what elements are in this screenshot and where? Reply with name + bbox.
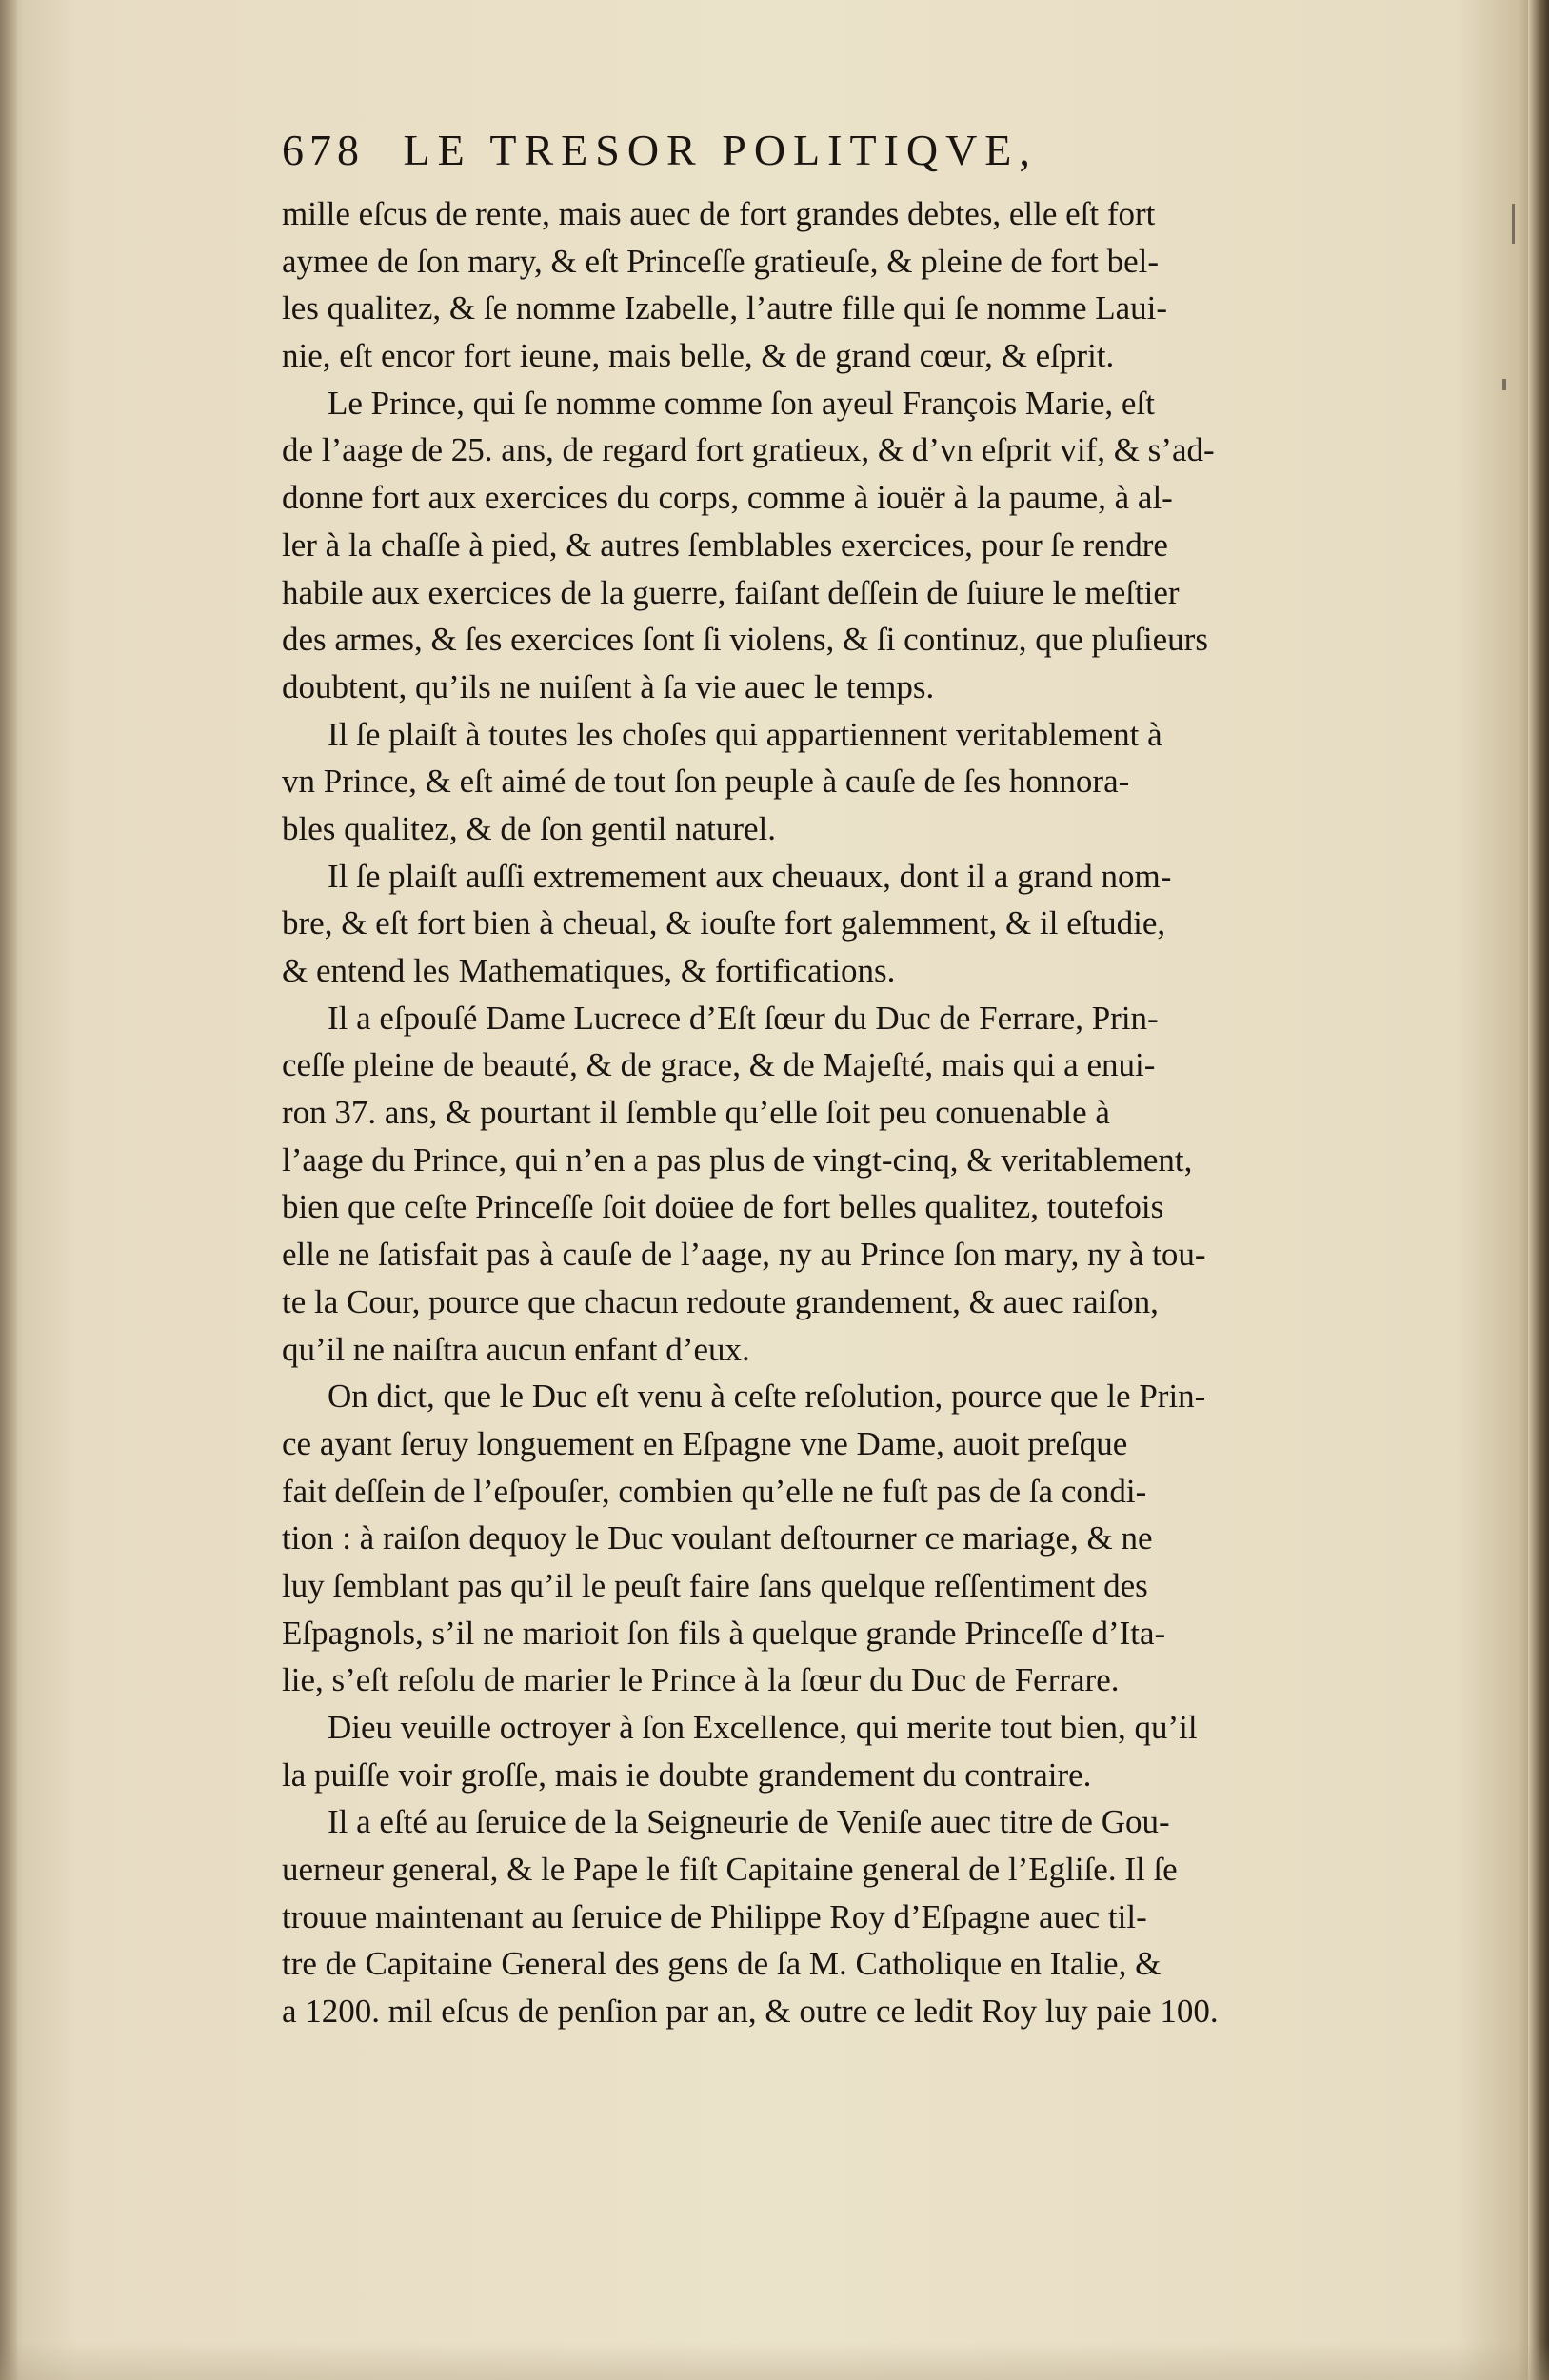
text-line-35: Il a eſté au ſeruice de la Seigneurie de Veniſe auec titre de Gou-: [328, 1803, 1170, 1841]
text-line-29: tion : à raiſon dequoy le Duc voulant deſtourner ce mariage, & ne: [282, 1519, 1153, 1557]
book-gutter-shadow-icon: [1528, 0, 1549, 2380]
text-line-9: habile aux exercices de la guerre, faiſant deſſein de ſuiure le meſtier: [282, 573, 1180, 611]
text-line-24: te la Cour, pource que chacun redoute grandement, & auec raiſon,: [282, 1282, 1159, 1320]
page-number: 678: [282, 126, 365, 174]
running-head: [282, 122, 1281, 179]
text-line-37: trouue maintenant au ſeruice de Philippe Roy d’Eſpagne auec til-: [282, 1897, 1147, 1935]
text-line-5: Le Prince, qui ſe nomme comme ſon ayeul François Marie, eſt: [328, 384, 1155, 422]
text-line-23: elle ne ſatisfait pas à cauſe de l’aage, ny au Prince ſon mary, ny à tou-: [282, 1236, 1206, 1274]
text-line-22: bien que ceſte Princeſſe ſoit doüee de fort belles qualitez, toutefois: [282, 1188, 1164, 1226]
text-line-18: Il a eſpouſé Dame Lucrece d’Eſt ſœur du Duc de Ferrare, Prin-: [328, 999, 1159, 1037]
text-line-38: tre de Capitaine General des gens de ſa M. Catholique en Italie, &: [282, 1945, 1162, 1983]
page-bottom-shadow: [0, 2342, 1549, 2380]
text-line-31: Eſpagnols, s’il ne marioit ſon fils à quelque grande Princeſſe d’Ita-: [282, 1614, 1166, 1652]
text-line-13: vn Prince, & eſt aimé de tout ſon peuple à cauſe de ſes honnora-: [282, 763, 1130, 801]
text-line-25: qu’il ne naiſtra aucun enfant d’eux.: [282, 1330, 750, 1368]
text-line-6: de l’aage de 25. ans, de regard fort gratieux, & d’vn eſprit vif, & s’ad-: [282, 431, 1215, 469]
text-line-30: luy ſemblant pas qu’il le peuſt faire ſans quelque reſſentiment des: [282, 1566, 1148, 1604]
text-line-32: lie, s’eſt reſolu de marier le Prince à la ſœur du Duc de Ferrare.: [282, 1661, 1120, 1699]
text-line-17: & entend les Mathematiques, & fortifications.: [282, 952, 896, 989]
text-line-34: la puiſſe voir groſſe, mais ie doubte grandement du contraire.: [282, 1755, 1092, 1794]
running-title: LE TRESOR POLITIQVE,: [403, 126, 1038, 174]
text-line-39: a 1200. mil eſcus de penſion par an, & outre ce ledit Roy luy paie 100.: [282, 1993, 1219, 2031]
text-line-4: nie, eſt encor fort ieune, mais belle, & de grand cœur, & eſprit.: [282, 337, 1115, 375]
text-line-10: des armes, & ſes exercices ſont ſi violens, & ſi continuz, que pluſieurs: [282, 621, 1208, 659]
text-line-14: bles qualitez, & de ſon gentil naturel.: [282, 809, 777, 847]
text-line-20: ron 37. ans, & pourtant il ſemble qu’elle ſoit peu conuenable à: [282, 1094, 1110, 1132]
text-line-2: aymee de ſon mary, & eſt Princeſſe gratieuſe, & pleine de fort bel-: [282, 242, 1159, 280]
text-line-15: Il ſe plaiſt auſſi extremement aux cheuaux, dont il a grand nom-: [328, 857, 1172, 895]
margin-print-mark: [1502, 379, 1506, 390]
text-line-8: ler à la chaſſe à pied, & autres ſemblables exercices, pour ſe rendre: [282, 526, 1168, 564]
body-text: [282, 190, 1443, 2035]
margin-print-mark: [1512, 204, 1515, 244]
text-line-16: bre, & eſt fort bien à cheual, & iouſte fort galemment, & il eſtudie,: [282, 904, 1166, 942]
text-line-3: les qualitez, & ſe nomme Izabelle, l’autre fille qui ſe nomme Laui-: [282, 289, 1168, 327]
text-line-28: fait deſſein de l’eſpouſer, combien qu’elle ne fuſt pas de ſa condi-: [282, 1472, 1147, 1510]
text-line-1: mille eſcus de rente, mais auec de fort grandes debtes, elle eſt fort: [282, 195, 1156, 232]
text-line-33: Dieu veuille octroyer à ſon Excellence, qui merite tout bien, qu’il: [328, 1709, 1198, 1746]
text-line-7: donne fort aux exercices du corps, comme à iouër à la paume, à al-: [282, 479, 1173, 517]
text-line-12: Il ſe plaiſt à toutes les choſes qui appartiennent veritablement à: [328, 715, 1162, 753]
text-line-26: On dict, que le Duc eſt venu à ceſte reſolution, pource que le Prin-: [328, 1378, 1206, 1416]
text-line-21: l’aage du Prince, qui n’en a pas plus de vingt-cinq, & veritablement,: [282, 1140, 1193, 1179]
text-line-27: ce ayant ſeruy longuement en Eſpagne vne Dame, auoit preſque: [282, 1424, 1128, 1462]
text-line-11: doubtent, qu’ils ne nuiſent à ſa vie auec le temps.: [282, 667, 935, 705]
text-line-19: ceſſe pleine de beauté, & de grace, & de Majeſté, mais qui a enui-: [282, 1046, 1156, 1084]
paper-edge-icon: [0, 0, 17, 2380]
text-line-36: uerneur general, & le Pape le fiſt Capitaine general de l’Egliſe. Il ſe: [282, 1851, 1178, 1889]
